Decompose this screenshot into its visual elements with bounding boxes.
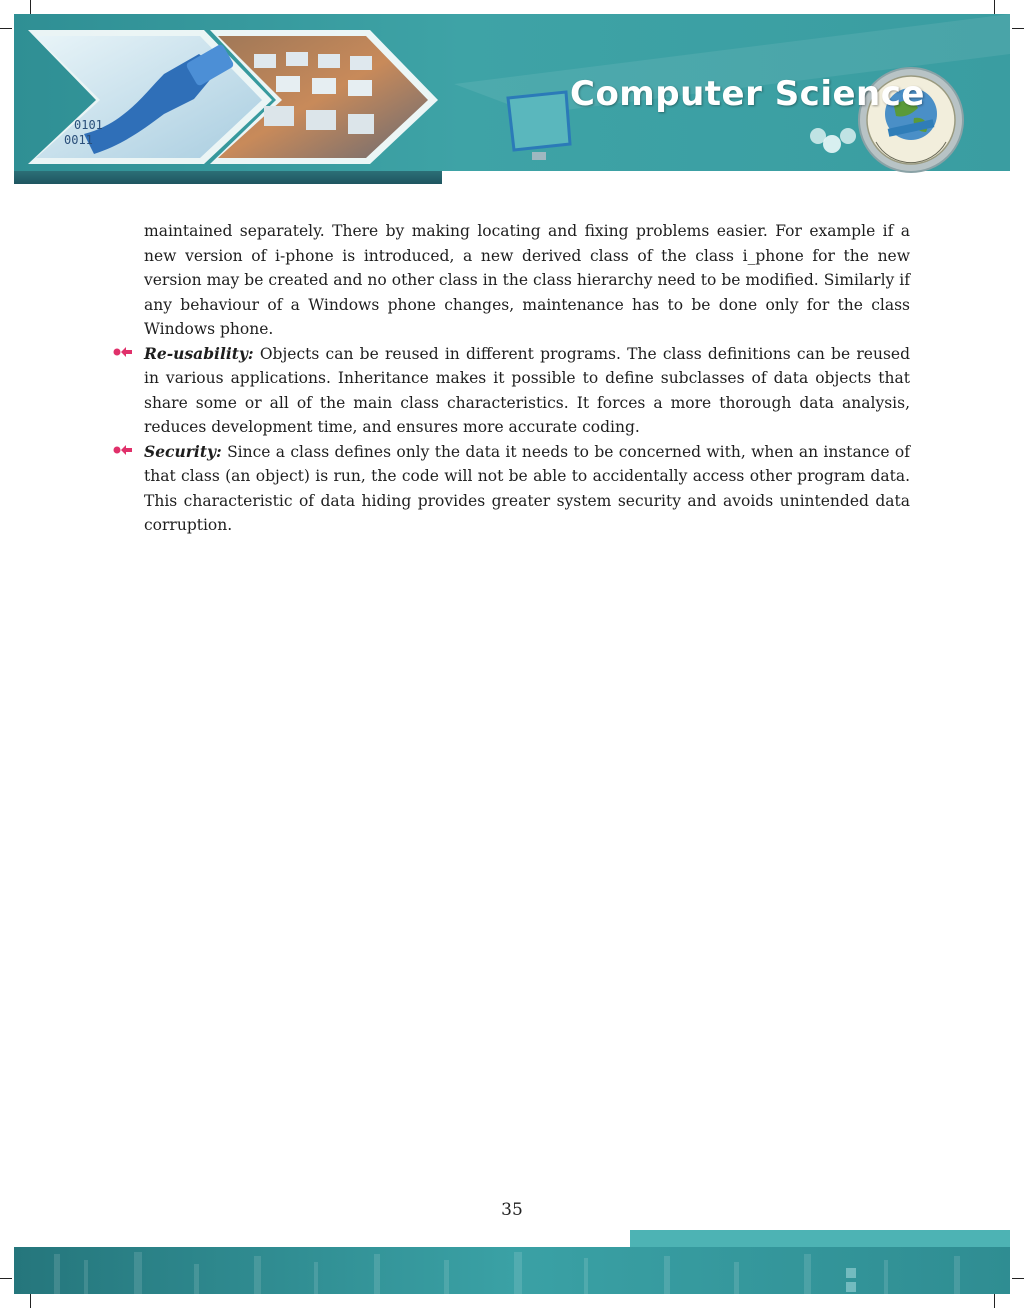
intro-paragraph: maintained separately. There by making locating and fixing problems easier. For example if a new version of i-phone is introduced, a new derived class of the class i_phone for the new version may be created and no other class in the class hierarchy need to be modified. Similarly if any behaviour of a Windows phone changes, maintenance has to be done only for the class Windows phone.	[144, 222, 910, 338]
crop-mark	[0, 28, 12, 29]
crop-mark	[30, 0, 31, 14]
header-banner	[14, 14, 1010, 184]
bullet-term: Re-usability:	[144, 343, 254, 363]
page-body	[144, 219, 910, 538]
crop-mark	[0, 1278, 12, 1279]
crop-mark	[994, 1294, 995, 1308]
arrow-bullet-icon	[112, 442, 134, 458]
header-bottom-strip	[14, 171, 442, 184]
hexagon-decoration-icon	[810, 128, 856, 153]
svg-text:0101: 0101	[74, 118, 103, 132]
bullet-text: Objects can be reused in different programs. The class definitions can be reused in various applications. Inheritance makes it possible to define subclasses of data objects that share some or all of the main class characteristics. It forces a more thorough data analysis, reduces development time, and ensures more accurate coding.	[144, 344, 910, 436]
bullet-text: Since a class defines only the data it needs to be concerned with, when an instance of that class (an object) is run, the code will not be able to accidentally access other program data. This characteristic of data hiding provides greater system security and avoids unintended data corruption.	[144, 442, 910, 534]
crop-mark	[994, 0, 995, 14]
bullet-security	[144, 440, 910, 538]
footer-banner	[14, 1230, 1010, 1294]
monitor-icon	[508, 92, 570, 160]
page-number: 35	[501, 1200, 523, 1220]
crop-mark	[1012, 1278, 1024, 1279]
crop-mark	[1012, 28, 1024, 29]
bullet-term: Security:	[144, 441, 222, 461]
crop-mark	[30, 1294, 31, 1308]
page-header-title: Computer Science	[570, 74, 925, 114]
arrow-bullet-icon	[112, 344, 134, 360]
bullet-reusability	[144, 342, 910, 440]
svg-text:0011: 0011	[64, 133, 93, 147]
footer-circuit-pattern	[14, 1230, 1010, 1294]
